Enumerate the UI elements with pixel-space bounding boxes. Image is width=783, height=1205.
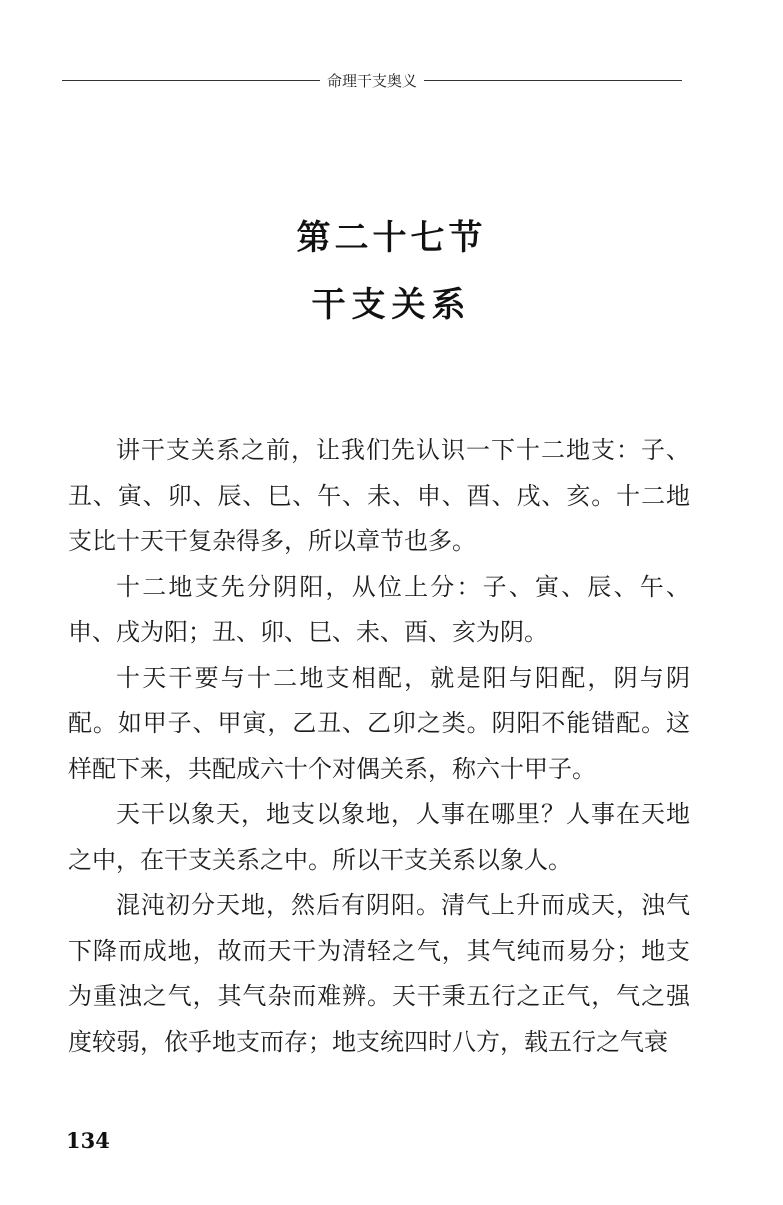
paragraph: 混沌初分天地，然后有阴阳。清气上升而成天，浊气下降而成地，故而天干为清轻之气，其气纯而易分；地支为重浊之气，其气杂而难辨。天干秉五行之正气，气之强度较弱，依乎地支而存；地支统四时八方，载五行之气衰 — [68, 891, 690, 1056]
paragraph: 讲干支关系之前，让我们先认识一下十二地支：子、丑、寅、卯、辰、巳、午、未、申、酉、戌、亥。十二地支比十天干复杂得多，所以章节也多。 — [68, 436, 690, 555]
paragraph: 天干以象天，地支以象地，人事在哪里？人事在天地之中，在干支关系之中。所以干支关系以象人。 — [68, 800, 690, 874]
paragraph: 十天干要与十二地支相配，就是阳与阳配，阴与阴配。如甲子、甲寅，乙丑、乙卯之类。阴阳不能错配。这样配下来，共配成六十个对偶关系，称六十甲子。 — [68, 663, 690, 783]
section-number-title: 第二十七节 — [296, 218, 487, 258]
header-rule-right — [424, 80, 682, 81]
paragraph: 十二地支先分阴阳，从位上分：子、寅、辰、午、申、戌为阳；丑、卯、巳、未、酉、亥为阴。 — [68, 572, 690, 646]
header-rule-left — [62, 80, 320, 81]
page-number: 134 — [66, 1128, 110, 1153]
running-header — [62, 68, 682, 92]
running-title: 命理干支奥义 — [327, 71, 418, 90]
body-text — [68, 428, 690, 1065]
section-title: 干支关系 — [311, 285, 472, 325]
